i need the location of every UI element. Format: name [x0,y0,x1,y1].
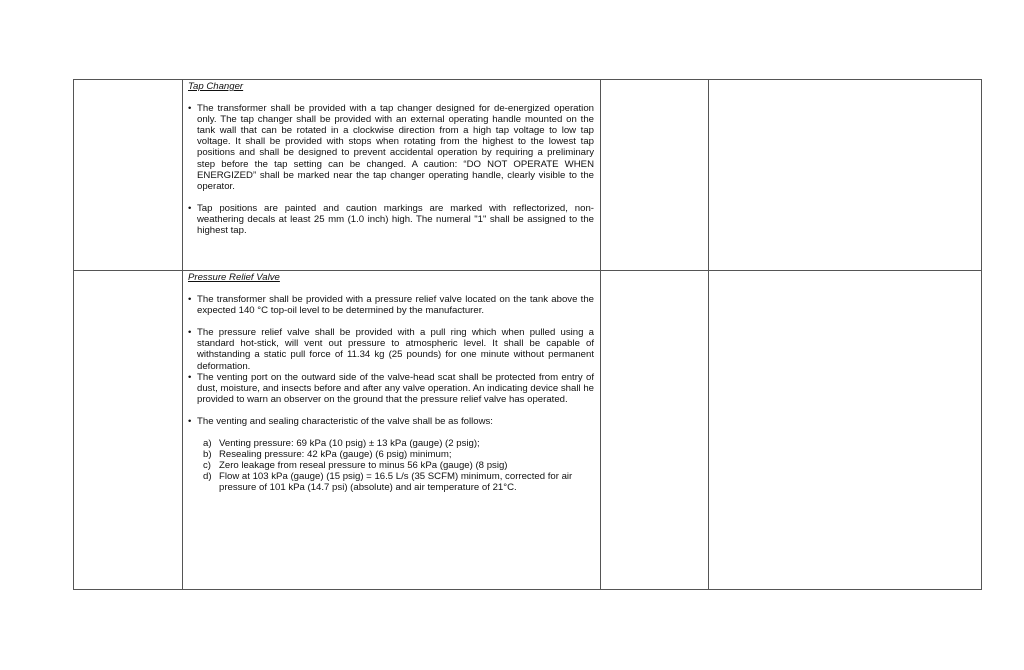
bullet-item: • The venting and sealing characteristic of the valve shall be as follows: [188,416,594,427]
pressure-relief-valve-bullets [188,294,594,427]
table-row-pressure-relief-valve [74,271,982,590]
table-row-tap-changer [74,80,982,271]
list-item [203,438,594,449]
empty-cell-right [709,271,982,590]
bullet-item: • The pressure relief valve shall be provided with a pull ring which when pulled using a standard hot-stick, will vent out pressure to atmospheric level. It shall be capable of withstanding a static pull force of 11.34 kg (25 pounds) for one minute without permanent deformation. [188,327,594,371]
list-item [203,449,594,460]
empty-cell-right [709,80,982,271]
bullet-item: • The transformer shall be provided with a tap changer designed for de-energized operation only. The tap changer shall be provided with an external operating handle mounted on the tank wall that can be rotated in a clockwise direction from a high tap voltage to low tap voltage. It shall be provided with stops when rotating from the highest to the lowest tap positions and shall be designed to prevent accidental operation by requiring a preliminary step before the tap setting can be changed. A caution: “DO NOT OPERATE WHEN ENERGIZED” shall be marked near the tap changer operating handle, clearly visible to the operator. [188,103,594,192]
bullet-item: • The transformer shall be provided with a pressure relief valve located on the tank above the expected 140 °C top-oil level to be determined by the manufacturer. [188,294,594,316]
list-item-text: Venting pressure: 69 kPa (10 psig) ± 13 kPa (gauge) (2 psig); [219,438,480,450]
list-item [203,460,594,471]
bullet-item: • The venting port on the outward side of the valve-head scat shall be protected from entry of dust, moisture, and insects before and after any valve operation. An indicating device shall he provided to warn an observer on the ground that the pressure relief valve has operated. [188,372,594,405]
list-item-text: Resealing pressure: 42 kPa (gauge) (6 psig) minimum; [219,449,452,461]
list-item-label: a) [203,438,212,450]
spec-table [73,79,982,590]
list-item-label: d) [203,471,212,483]
empty-cell-mid [601,80,709,271]
valve-characteristics-list [188,438,594,493]
tap-changer-heading: Tap Changer [188,81,244,92]
empty-cell-left [74,271,183,590]
list-item-label: b) [203,449,212,461]
empty-cell-mid [601,271,709,590]
list-item-text: Flow at 103 kPa (gauge) (15 psig) = 16.5 L/s (35 SCFM) minimum, corrected for air pressure of 101 kPa (14.7 psi) (absolute) and air temperature of 21°C. [219,471,573,494]
list-item-label: c) [203,460,211,472]
empty-cell-left [74,80,183,271]
list-item [203,471,594,493]
pressure-relief-valve-heading: Pressure Relief Valve [188,272,280,283]
tap-changer-bullets [188,103,594,236]
list-item-text: Zero leakage from reseal pressure to minus 56 kPa (gauge) (8 psig) [219,460,508,472]
tap-changer-cell [183,80,601,271]
pressure-relief-valve-cell [183,271,601,590]
bullet-item: • Tap positions are painted and caution markings are marked with reflectorized, non-weathering decals at least 25 mm (1.0 inch) high. The numeral "1" shall be assigned to the highest tap. [188,203,594,236]
